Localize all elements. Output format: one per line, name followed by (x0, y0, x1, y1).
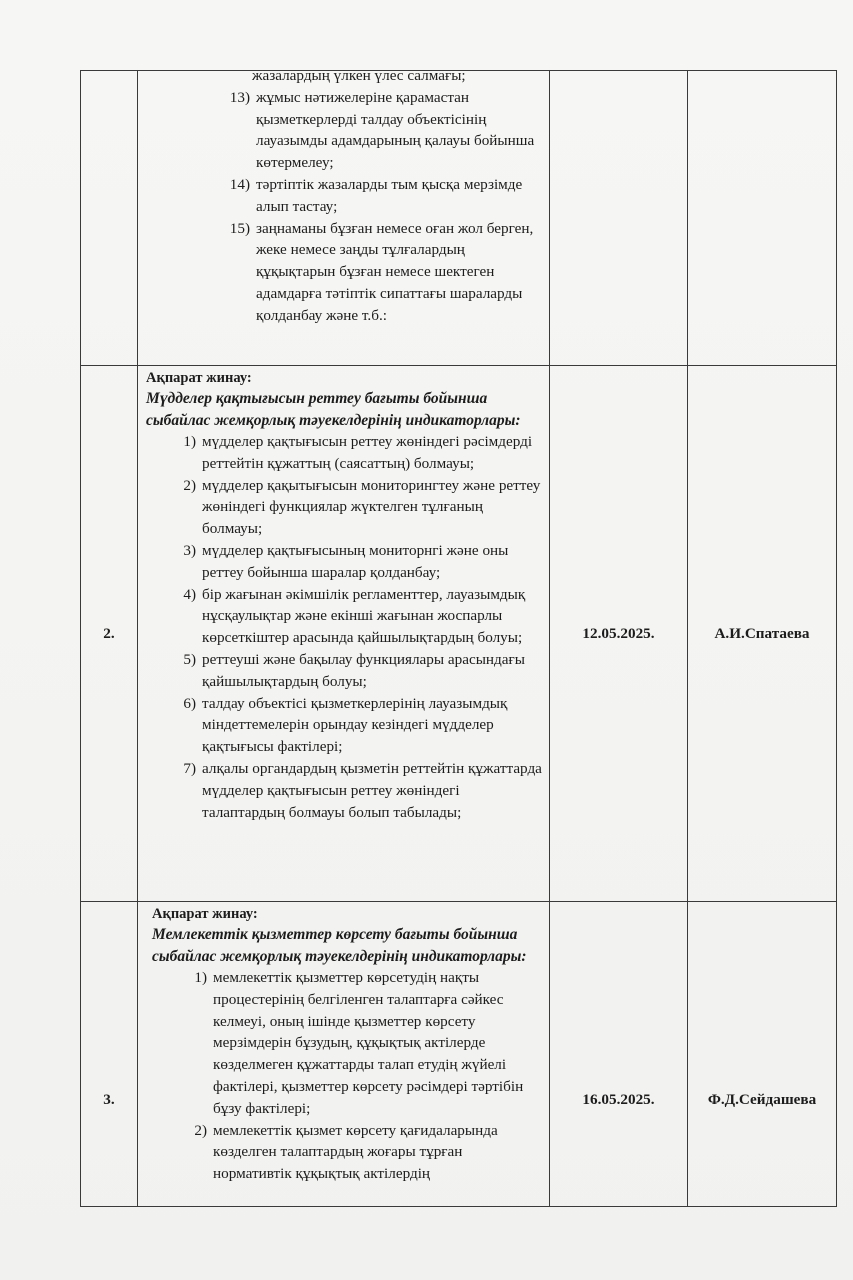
row-date (550, 71, 688, 366)
list-item: 15) заңнаманы бұзған немесе оған жол берген, жеке немесе заңды тұлғалардың құқықтарын бұзған немесе шектеген адамдарға тәтіптік сипаттағы шараларды қолданбау және т.б.: (229, 219, 534, 324)
list-item: 1) мемлекеттік қызметтер көрсетудің нақты процестерінің белгіленген талаптарға сәйкес келмеуі, оның ішінде қызметтер көрсету мерзімдерін бұзудың, құқықтық актілерде көзделмеген құжаттарды талап етудің жүйелі фактілері, қызметтер көрсету рәсімдері тәртібін бұзу фактілері; (194, 969, 524, 1117)
section-heading: Ақпарат жинау: (146, 370, 252, 386)
list-item: 14) тәртіптік жазаларды тым қысқа мерзімде алып тастау; (229, 175, 523, 215)
table-row (81, 366, 837, 902)
section-subheading: Мүдделер қақтығысын реттеу бағыты бойынша сыбайлас жемқорлық тәуекелдерінің индикаторлары: (146, 390, 521, 429)
indicator-list (146, 431, 543, 823)
indicator-list (146, 87, 543, 327)
section-subheading: Мемлекеттік қызметтер көрсету бағыты бойынша сыбайлас жемқорлық тәуекелдерінің индикаторлары: (152, 926, 527, 965)
row-responsible (688, 71, 837, 366)
list-item: 2) мемлекеттік қызмет көрсету қағидаларында көзделген талаптардың жоғары тұрған нормативтік құқықтық актілердің (194, 1121, 498, 1183)
row-description (138, 67, 550, 366)
list-item: 3) мүдделер қақтығысының мониторнгі және оны реттеу бойынша шаралар қолданбау; (183, 541, 509, 581)
row-number: 3. (81, 902, 138, 1207)
indicator-list (152, 967, 543, 1185)
list-item: 13) жұмыс нәтижелеріне қарамастан қызметкерлерді талдау объектісінің лауазымды адамдарының қалауы бойынша көтермелеу; (229, 88, 535, 172)
action-plan-table (80, 67, 837, 1207)
table-row (81, 902, 837, 1207)
row-description (138, 366, 550, 902)
section-heading: Ақпарат жинау: (152, 906, 258, 922)
row-responsible: А.И.Спатаева (688, 366, 837, 902)
row-number (81, 71, 138, 366)
row-responsible: Ф.Д.Сейдашева (688, 902, 837, 1207)
list-item: 1) мүдделер қақтығысын реттеу жөніндегі рәсімдерді реттейтін құжаттың (саясаттың) болмауы; (183, 433, 533, 472)
row-date: 12.05.2025. (550, 366, 688, 902)
list-item: 2) мүдделер қақытығысын мониторингтеу және реттеу жөніндегі функциялар жүктелген тұлғаның болмауы; (183, 476, 541, 538)
list-item: 6) талдау объектісі қызметкерлерінің лауазымдық міндеттемелерін орындау кезіндегі мүдделер қақтығысы фактілері; (183, 694, 508, 756)
row-number: 2. (81, 366, 138, 902)
list-item: 4) бір жағынан әкімшілік регламенттер, лауазымдық нұсқаулықтар және екінші жағынан жоспарлы көрсеткіштер арасында қайшылықтардың болуы; (183, 585, 526, 647)
continuation-text: жазалардың үлкен үлес салмағы; (252, 67, 466, 84)
list-item: 5) реттеуші және бақылау функциялары арасындағы қайшылықтардың болуы; (183, 650, 525, 690)
row-date: 16.05.2025. (550, 902, 688, 1207)
list-item: 7) алқалы органдардың қызметін реттейтін құжаттарда мүдделер қақтығысын реттеу жөніндегі талаптардың болмауы болып табылады; (183, 759, 542, 821)
row-description (138, 902, 550, 1207)
table-row (81, 71, 837, 366)
